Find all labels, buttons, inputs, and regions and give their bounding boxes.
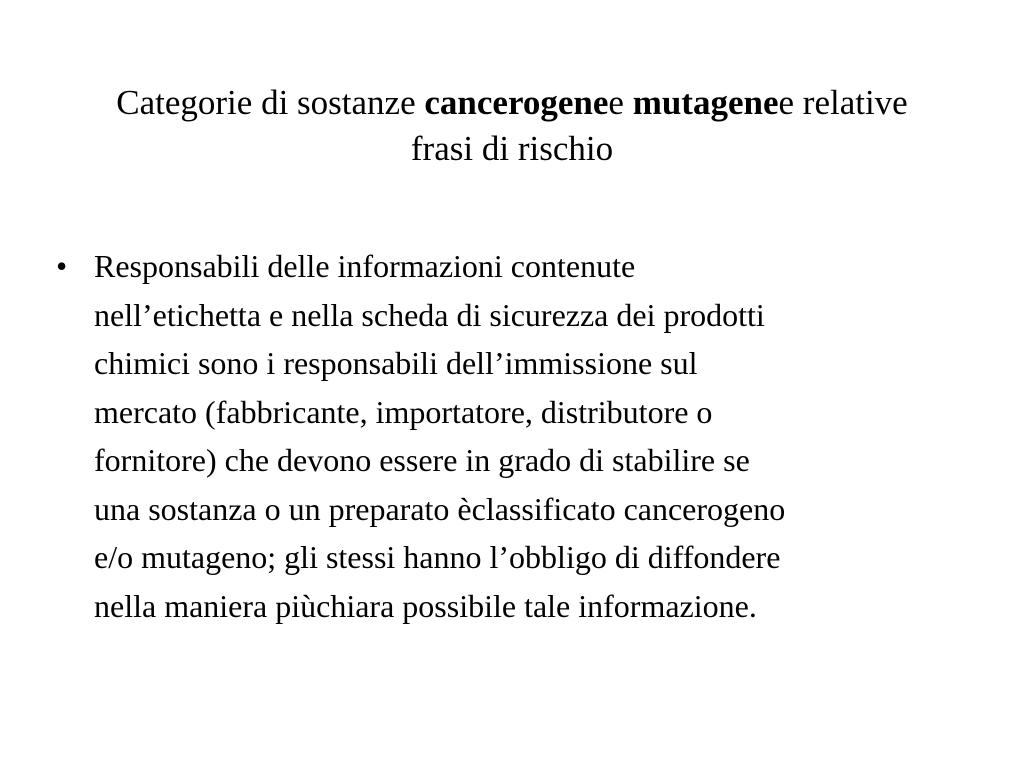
bullet-line-5: fornitore) che devono essere in grado di stabilire se bbox=[94, 442, 750, 478]
bullet-line-8: nella maniera piùchiara possibile tale informazione. bbox=[94, 587, 757, 624]
bullet-line-2: nell’etichetta e nella scheda di sicurezza dei prodotti bbox=[94, 296, 765, 333]
slide-body bbox=[56, 242, 976, 630]
title-bold-mutagene: mutagene bbox=[632, 83, 779, 122]
bullet-item bbox=[56, 242, 976, 630]
title-text-3: e relative bbox=[778, 83, 908, 122]
bullet-line-7: e/o mutageno; gli stessi hanno l’obbligo di diffondere bbox=[94, 539, 781, 575]
bullet-marker: • bbox=[56, 248, 68, 284]
bullet-text bbox=[94, 242, 962, 630]
bullet-line-4: mercato (fabbricante, importatore, distributore o bbox=[94, 393, 713, 430]
title-line-2: frasi di rischio bbox=[410, 129, 614, 168]
title-bold-cancerogene: cancerogene bbox=[424, 83, 609, 122]
bullet-line-1: Responsabili delle informazioni contenute bbox=[94, 248, 636, 284]
title-text-1: Categorie di sostanze bbox=[116, 83, 425, 122]
bullet-line-3: chimici sono i responsabili dell’immissione sul bbox=[94, 345, 698, 381]
bullet-line-6: una sostanza o un preparato èclassificato cancerogeno bbox=[94, 490, 786, 527]
title-text-2: e bbox=[608, 83, 633, 122]
slide-title bbox=[40, 80, 984, 172]
